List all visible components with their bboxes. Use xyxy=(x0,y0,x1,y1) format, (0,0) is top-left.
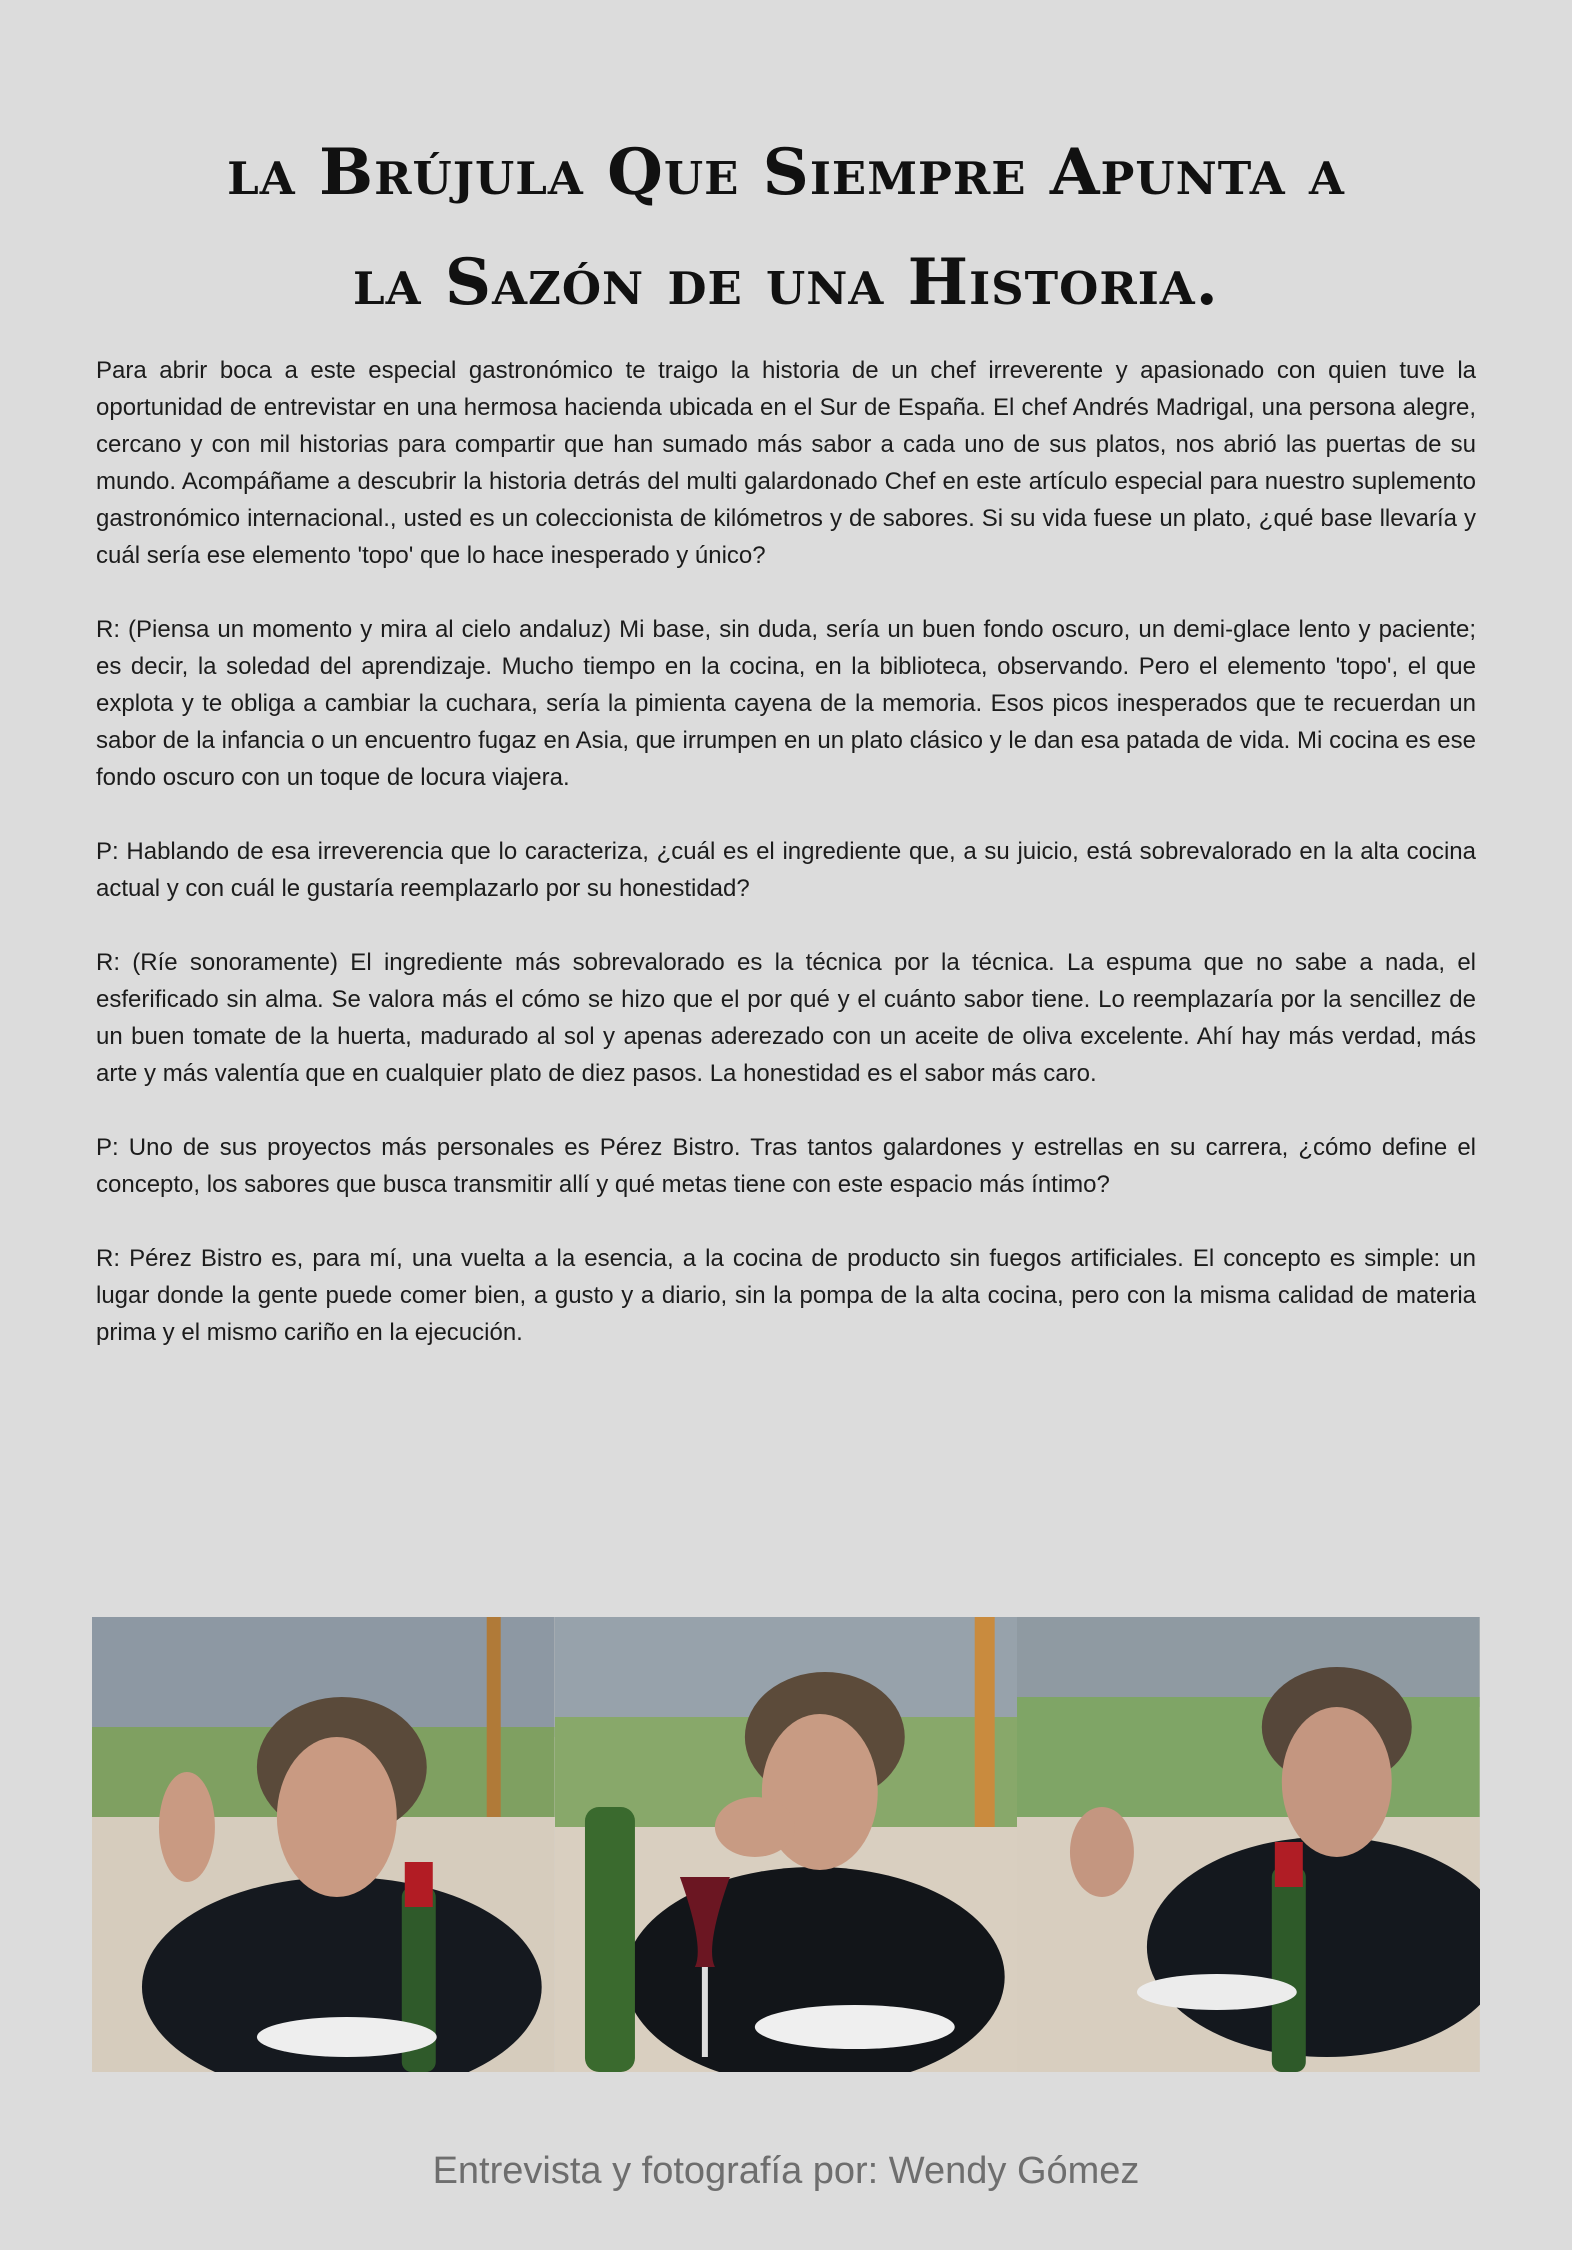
photo-strip xyxy=(92,1617,1480,2072)
paragraph-answer-1: R: (Piensa un momento y mira al cielo andaluz) Mi base, sin duda, sería un buen fondo oscuro, un demi-glace lento y paciente; es decir, la soledad del aprendizaje. Mucho tiempo en la cocina, en la biblioteca, observando. Pero el elemento 'topo', el que explota y te obliga a cambiar la cuchara, sería la pimienta cayena de la memoria. Esos picos inesperados que te recuerdan un sabor de la infancia o un encuentro fugaz en Asia, que irrumpen en un plato clásico y le dan esa patada de vida. Mi cocina es ese fondo oscuro con un toque de locura viajera. xyxy=(96,616,1476,791)
chef-photo-1 xyxy=(92,1617,555,2072)
photo-credit: Entrevista y fotografía por: Wendy Gómez xyxy=(432,2150,1140,2192)
chef-photo-2 xyxy=(555,1617,1018,2072)
paragraph-question-3: P: Uno de sus proyectos más personales es Pérez Bistro. Tras tantos galardones y estrellas en su carrera, ¿cómo define el concepto, los sabores que busca transmitir allí y qué metas tiene con este espacio más íntimo? xyxy=(96,1134,1476,1198)
paragraph-intro: Para abrir boca a este especial gastronómico te traigo la historia de un chef irreverente y apasionado con quien tuve la oportunidad de entrevistar en una hermosa hacienda ubicada en el Sur de España. El chef Andrés Madrigal, una persona alegre, cercano y con mil historias para compartir que han sumado más sabor a cada uno de sus platos, nos abrió las puertas de su mundo. Acompáñame a descubrir la historia detrás del multi galardonado Chef en este artículo especial para nuestro suplemento gastronómico internacional., usted es un coleccionista de kilómetros y de sabores. Si su vida fuese un plato, ¿qué base llevaría y cuál sería ese elemento 'topo' que lo hace inesperado y único? xyxy=(96,357,1476,569)
title-line-1: la Brújula Que Siempre Apunta a xyxy=(227,135,1345,210)
paragraph-answer-3: R: Pérez Bistro es, para mí, una vuelta a la esencia, a la cocina de producto sin fuegos artificiales. El concepto es simple: un lugar donde la gente puede comer bien, a gusto y a diario, sin la pompa de la alta cocina, pero con la misma calidad de materia prima y el mismo cariño en la ejecución. xyxy=(96,1245,1476,1346)
article-body xyxy=(96,352,1476,1388)
chef-photo-3 xyxy=(1017,1617,1480,2072)
paragraph-question-2: P: Hablando de esa irreverencia que lo caracteriza, ¿cuál es el ingrediente que, a su juicio, está sobrevalorado en la alta cocina actual y con cuál le gustaría reemplazarlo por su honestidad? xyxy=(96,838,1476,902)
article-title xyxy=(96,118,1476,338)
paragraph-answer-2: R: (Ríe sonoramente) El ingrediente más sobrevalorado es la técnica por la técnica. La espuma que no sabe a nada, el esferificado sin alma. Se valora más el cómo se hizo que el por qué y el cuánto sabor tiene. Lo reemplazaría por la sencillez de un buen tomate de la huerta, madurado al sol y apenas aderezado con un aceite de oliva excelente. Ahí hay más verdad, más arte y más valentía que en cualquier plato de diez pasos. La honestidad es el sabor más caro. xyxy=(96,949,1476,1087)
title-line-2: la Sazón de una Historia. xyxy=(353,245,1219,320)
